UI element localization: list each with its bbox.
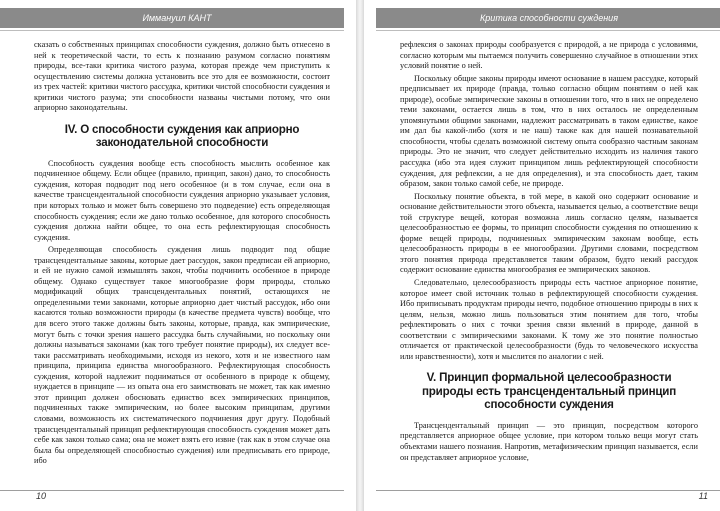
running-header — [376, 8, 720, 28]
footer-rule — [0, 490, 344, 491]
paragraph: Поскольку понятие объекта, в той мере, в какой оно содержит основание и основание действительности этого объекта, называется целью, а соответствие вещи той структуре вещей, которая возможна лишь согласно целям, называется целесообразностью ее формы, то принцип способности суждения по отношению к форме вещей природы, подчиненных эмпирическим законам вообще, есть целесообразность природы в ее многообразии. Другими словами, посредством этого понятия природа представляется таким образом, будто некий рассудок содержит основание единства многообразия ее эмпирических законов. — [400, 191, 698, 275]
running-header — [0, 8, 344, 28]
book-gutter — [356, 0, 364, 511]
paragraph: Способность суждения вообще есть способность мыслить особенное как подчиненное общему. Если общее (правило, принцип, закон) дано, то способность суждения, которая подводит под него особенное (и в том случае, если она в качестве трансцендентальной способности суждения априорно указывает условия, при которых только и может быть совершено это подведение) есть определяющая способность суждения; если же дано только особенное, для которого способность суждения должна найти общее, то она есть рефлектирующая способность суждения. — [34, 158, 330, 242]
section-title: IV. О способности суждения как априорно законодательной способности — [64, 122, 300, 150]
paragraph: рефлексия о законах природы сообразуется с природой, а не природа с условиями, согласно которым мы пытаемся получить совершенно случайное в отношении этих условий понятие о ней. — [400, 40, 698, 71]
header-rule — [0, 30, 344, 31]
page-number: 11 — [698, 491, 708, 501]
paragraph: Следовательно, целесообразность природы есть частное априорное понятие, которое имеет свой источник только в рефлектирующей способности суждения. Ибо приписывать продуктам природы нечто, подобное отношению природы в них к целям, нельзя, можно лишь пользоваться этим понятием для того, чтобы рефлектировать о них с точки зрения связи явлений в природе, данной в соответствии с эмпирическими законами. К тому же это понятие полностью отличается от практической целесообразности (будь то человеческого искусства или нравственности), хотя и мыслится по аналогии с ней. — [400, 278, 698, 361]
page-number: 10 — [36, 491, 47, 501]
section-title: V. Принцип формальной целесообразности природы есть трансцендентальный принцип способности суждения — [421, 371, 677, 412]
page-body — [400, 40, 698, 489]
header-rule — [376, 30, 720, 31]
page-body — [34, 40, 330, 489]
paragraph: сказать о собственных принципах способности суждения, должно быть отнесено в ней к теоретической части, то есть к познанию разумом согласно понятиям природы, все-таки критика чистого разума, которая прежде чем приступить к осуществлению системы должна установить все это для ее возможности, состоит из трех частей: критики чистого рассудка, критики чистой способности суждения и критики чистого разума; эти способности названы чистыми потому, что они априорно законодательны. — [34, 40, 330, 113]
running-header-text: Критика способности суждения — [480, 13, 618, 23]
paragraph: Определяющая способность суждения лишь подводит под общие трансцендентальные законы, которые дает рассудок, закон предписан ей априорно, и ей не нужно самой измышлять закон, чтобы подчинить особенное в природе общему. Однако существует такое многообразие форм природы, столько модификаций общих трансцендентальных понятий, остающихся не определенными теми законами, которые априорно дает чистый рассудок, ибо они касаются только возможности природы (в качестве предмета чувств) вообще, что для всего этого также должны быть законы, которые, правда, как эмпирические, могут быть с точки зрения нашего рассудка быть случайными, но поскольку они должны называться законами (как того требует понятие природы), их следует все-таки рассматривать необходимыми, исходя из некого, хотя и не известного нам принципа, принципа единства многообразного. Рефлектирующая способность суждения, которой надлежит подниматься от особенного в природе к общему, нуждается в принципе — из опыта она его заимствовать не может, так как именно этот принцип должен обосновать единство всех эмпирических принципов, подчиненных также эмпирическим, но более высоким принципам, другими словами, возможность их систематического подчинения друг другу. Подобный трансцендентальный принцип рефлектирующая способность суждения может дать себе как закон только сама; она не может взять его извне (так как в этом случае она была бы определяющей способностью суждения) или предписывать его природе, ибо — [34, 245, 330, 466]
left-page — [0, 0, 356, 511]
paragraph: Поскольку общие законы природы имеют основание в нашем рассудке, который предписывает их природе (правда, только согласно общим понятиям о ней как природе), особые эмпирические законы в отношении того, что в них не определено теми законами, остается лишь в том, что в них осталось не определенным упомянутыми общими законами, надлежит рассматривать в таком единстве, какое им дал бы какой-либо (хотя и не наш) также как для нашей познавательной способности, чтобы сделать возможной систему опыта сообразно частным законам природы. Это не значит, что следует действительно исходить из наличия такого рассудка (ибо эта идея служит принципом лишь рефлектирующей способности суждения, для рефлексии, а не для определения), и эта способность дает, таким образом, закон только самой себе, не природе. — [400, 73, 698, 189]
paragraph: Трансцендентальный принцип — это принцип, посредством которого представляется априорное общее условие, при котором только вещи могут стать объектами нашего познания. Напротив, метафизическим принцип называется, если он представляет априорное условие, — [400, 420, 698, 462]
right-page — [364, 0, 720, 511]
footer-rule — [376, 490, 720, 491]
running-header-text: Иммануил КАНТ — [142, 13, 212, 23]
